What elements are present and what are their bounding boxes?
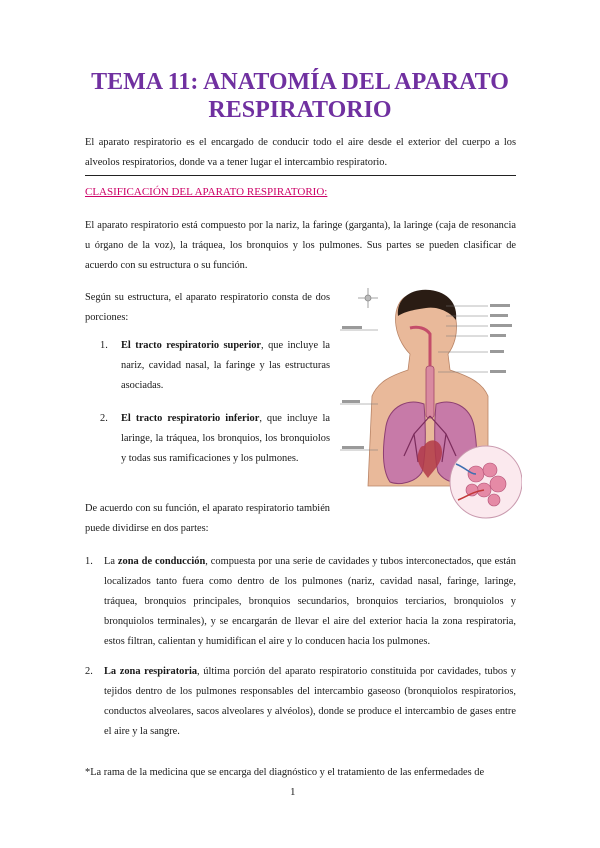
respiratory-system-illustration [338,286,522,530]
list-item [85,552,516,652]
orientation-icon [358,288,378,308]
list-number: 2. [85,666,93,677]
intro-paragraph: El aparato respiratorio es el encargado de conducir todo el aire desde el exterior del cuerpo a los alveolos respiratorios, donde va a tener lugar el intercambio respiratorio. [85,137,516,168]
list-item-text: , que incluye la laringe, la tráquea, los bronquios, los bronquiolos y todas sus ramificaciones y los pulmones. [121,413,330,464]
paragraph-structure: Según su estructura, el aparato respiratorio consta de dos porciones: [85,292,330,323]
paragraph-composition: El aparato respiratorio está compuesto por la nariz, la faringe (garganta), la laringe (caja de resonancia u órgano de la voz), la tráquea, los bronquios y los pulmones. Sus partes se pueden clasificar de acuerdo con su estructura o su función. [85,220,516,271]
function-list [85,552,516,752]
list-number: 1. [100,340,108,351]
list-item [85,662,516,742]
divider-line [85,175,516,176]
footnote: *La rama de la medicina que se encarga del diagnóstico y el tratamiento de las enfermedades de [85,767,485,778]
list-item-term: El tracto respiratorio superior [121,340,262,351]
list-item [100,409,330,469]
list-item-text: , que incluye la nariz, cavidad nasal, la faringe y las estructuras asociadas. [121,340,330,391]
list-item-term: zona de conducción [117,556,206,567]
list-item-term: El tracto respiratorio inferior [121,413,260,424]
list-number: 1. [85,556,93,567]
page-title: TEMA 11: ANATOMÍA DEL APARATO RESPIRATORIO [91,69,509,123]
section-heading: CLASIFICACIÓN DEL APARATO RESPIRATORIO: [85,186,328,198]
paragraph-function: De acuerdo con su función, el aparato respiratorio también puede dividirse en dos partes: [85,503,330,534]
list-number: 2. [100,413,108,424]
structure-list [100,336,330,482]
list-item-prefix: La [104,556,118,567]
list-item-term: La zona respiratoria [104,666,198,677]
page-number: 1 [290,786,296,798]
list-item-text: , última porción del aparato respiratorio constituida por cavidades, tubos y tejidos dentro de los pulmones responsables del intercambio gaseoso (bronquiolos respiratorios, conductos alveolares, sacos alveolares y alvéolos), donde se produce el intercambio de gases entre el aire y la sangre. [104,666,516,737]
list-item-text: , compuesta por una serie de cavidades y tubos interconectados, que están localizados tanto fuera como dentro de los pulmones (nariz, cavidad nasal, faringe, laringe, tráquea, bronquios principales, bronquios secundarios, bronquios terciarios, bronquiolos y bronquiolos terminales), y se encargarán de llevar el aire del exterior hacia la zona respiratoria, estos filtran, calientan y humidifican el aire y lo conducen hacia los pulmones. [104,556,516,647]
list-item [100,336,330,396]
